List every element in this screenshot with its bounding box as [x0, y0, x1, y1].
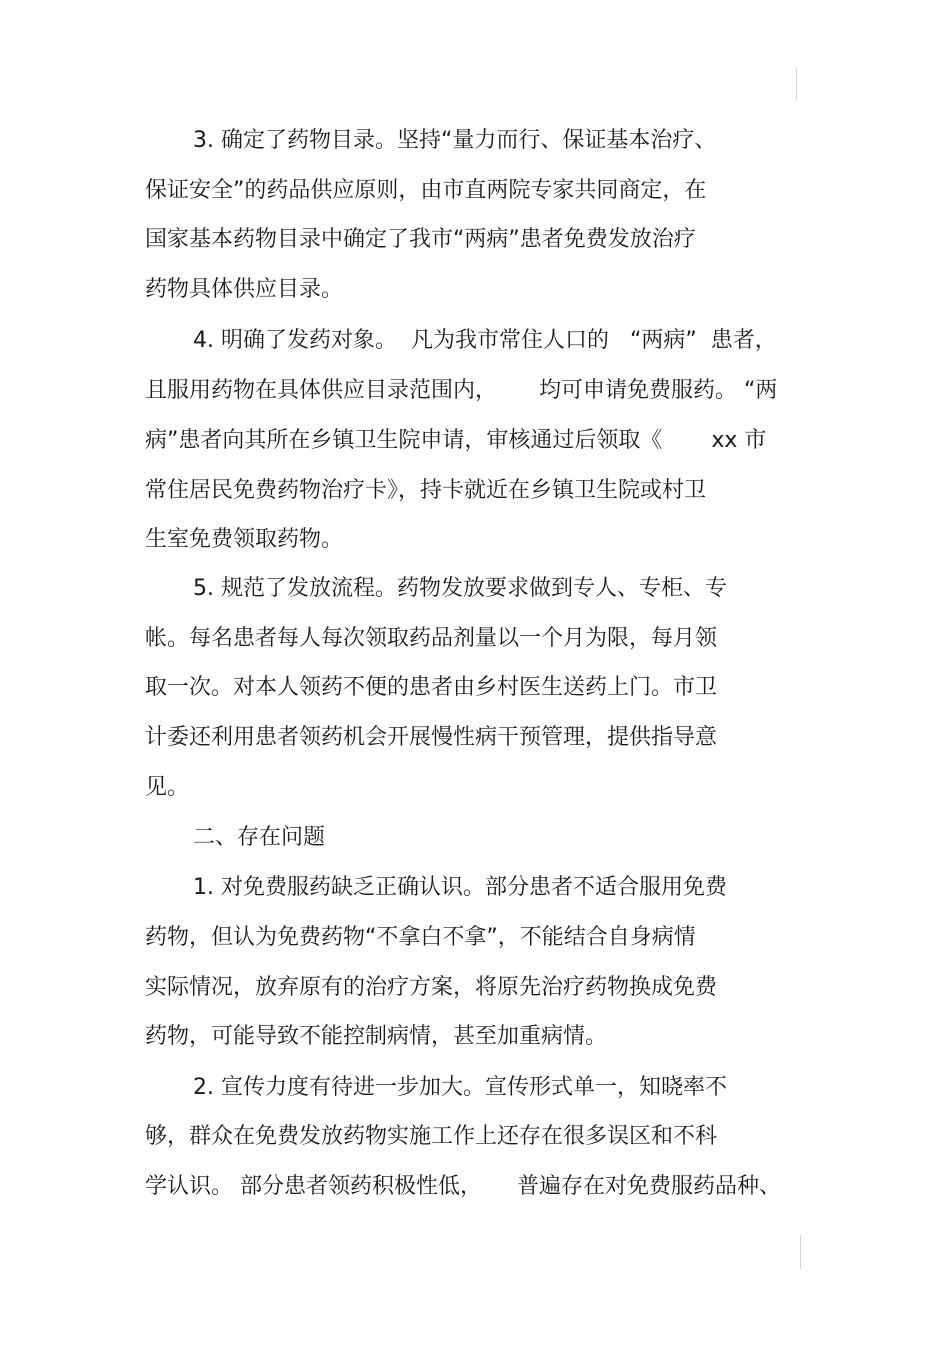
text-line: 实际情况，放弃原有的治疗方案，将原先治疗药物换成免费 — [145, 975, 718, 1000]
text-line: 帐。每名患者每人每次领取药品剂量以一个月为限，每月领 — [145, 626, 718, 651]
text-line: 见。 — [145, 775, 190, 800]
text-line: 3. 确定了药物目录。坚持“量力而行、保证基本治疗、 — [193, 128, 717, 153]
text-line: 计委还利用患者领药机会开展慢性病干预管理，提供指导意 — [145, 725, 718, 750]
text-line: 5. 规范了发放流程。药物发放要求做到专人、专柜、专 — [193, 576, 727, 601]
text-line: 常住居民免费药物治疗卡》，持卡就近在乡镇卫生院或村卫 — [145, 478, 707, 503]
text-line: 药物，但认为免费药物“不拿白不拿”，不能结合自身病情 — [145, 925, 696, 950]
text-line: 4. 明确了发药对象。 凡为我市常住人口的 “两病” 患者， — [193, 328, 777, 353]
text-line: 学认识。 部分患者领药积极性低， 普遍存在对免费服药品种、 — [145, 1174, 781, 1199]
text-line: 取一次。对本人领药不便的患者由乡村医生送药上门。市卫 — [145, 675, 718, 700]
text-line: 药物具体供应目录。 — [145, 277, 344, 302]
page-edge-mark-bottom — [800, 1235, 801, 1269]
text-line: 药物，可能导致不能控制病情，甚至加重病情。 — [145, 1024, 608, 1049]
text-line: 保证安全”的药品供应原则，由市直两院专家共同商定，在 — [145, 178, 707, 203]
text-line: 1. 对免费服药缺乏正确认识。部分患者不适合服用免费 — [193, 875, 727, 900]
text-line: 够，群众在免费发放药物实施工作上还存在很多误区和不科 — [145, 1124, 718, 1149]
text-line: 国家基本药物目录中确定了我市“两病”患者免费发放治疗 — [145, 227, 696, 252]
text-line: 2. 宣传力度有待进一步加大。宣传形式单一，知晓率不 — [193, 1075, 727, 1100]
text-line: 病”患者向其所在乡镇卫生院申请，审核通过后领取《 xx 市 — [145, 428, 767, 453]
page-edge-mark-top — [796, 68, 797, 100]
text-line: 且服用药物在具体供应目录范围内， 均可申请免费服药。 “两 — [145, 378, 778, 403]
section-heading: 二、存在问题 — [193, 825, 326, 850]
text-line: 生室免费领取药物。 — [145, 527, 344, 552]
